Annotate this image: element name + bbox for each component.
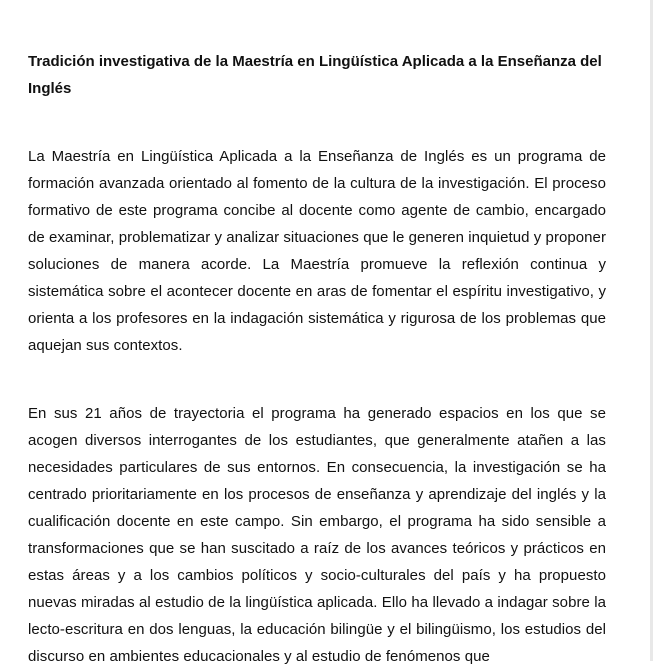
spacer xyxy=(28,359,606,400)
spacer xyxy=(28,102,606,143)
paragraph-2: En sus 21 años de trayectoria el programa ha generado espacios en los que se acogen diversos interrogantes de los estudiantes, que generalmente atañen a las necesidades particulares de sus entornos. En consecuencia, la investigación se ha centrado prioritariamente en los procesos de enseñanza y aprendizaje del inglés y la cualificación docente en este campo. Sin embargo, el programa ha sido sensible a transformaciones que se han suscitado a raíz de los avances teóricos y prácticos en estas áreas y a los cambios políticos y socio-culturales del país y ha propuesto nuevas miradas al estudio de la lingüística aplicada. Ello ha llevado a indagar sobre la lecto-escritura en dos lenguas, la educación bilingüe y el bilingüismo, los estudios del discurso en ambientes educacionales y al estudio de fenómenos que xyxy=(28,405,606,665)
document-title: Tradición investigativa de la Maestría en Lingüística Aplicada a la Enseñanza del Inglés xyxy=(28,53,602,97)
document-page xyxy=(28,48,606,670)
paragraph-1: La Maestría en Lingüística Aplicada a la Enseñanza de Inglés es un programa de formación avanzada orientado al fomento de la cultura de la investigación. El proceso formativo de este programa concibe al docente como agente de cambio, encargado de examinar, problematizar y analizar situaciones que le generen inquietud y proponer soluciones de manera acorde. La Maestría promueve la reflexión continua y sistemática sobre el acontecer docente en aras de fomentar el espíritu investigativo, y orienta a los profesores en la indagación sistemática y rigurosa de los problemas que aquejan sus contextos. xyxy=(28,148,606,354)
